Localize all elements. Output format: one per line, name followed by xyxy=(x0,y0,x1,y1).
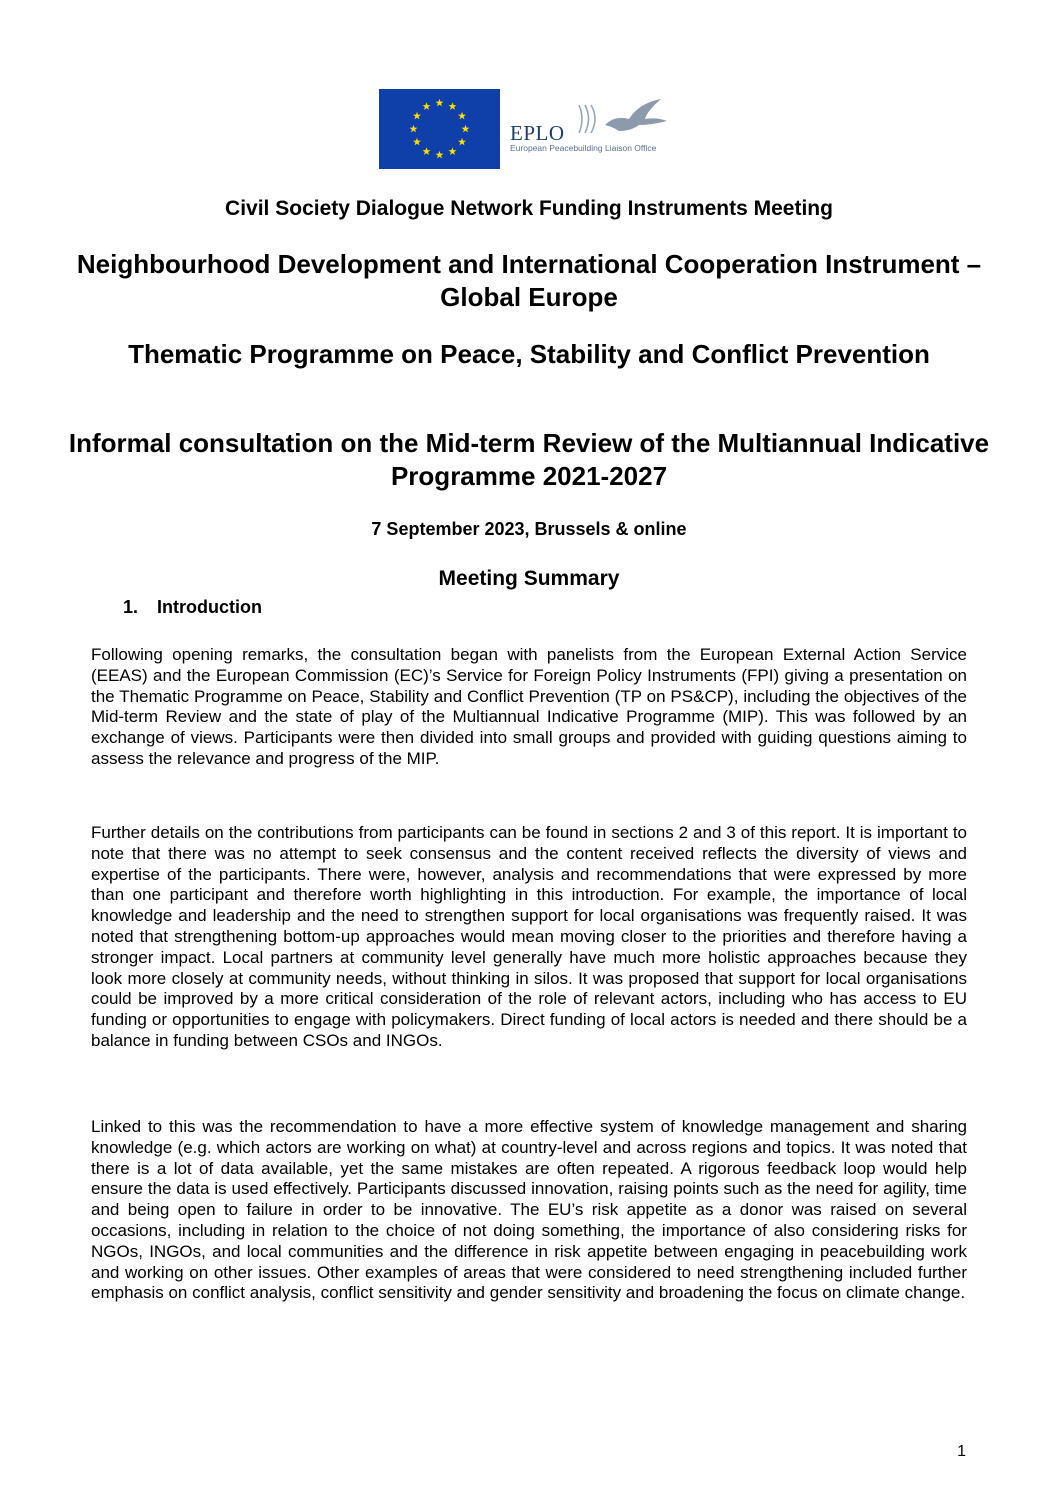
eu-star-icon xyxy=(413,138,421,146)
date-location: 7 September 2023, Brussels & online xyxy=(371,519,687,539)
eu-flag-logo xyxy=(379,89,500,169)
eplo-name: EPLO xyxy=(510,121,565,145)
eu-star-icon xyxy=(449,147,457,155)
consultation-title: Informal consultation on the Mid-term Review of the Multiannual Indicative Programme 2021-2027 xyxy=(68,428,990,491)
eu-star-icon xyxy=(436,151,444,159)
page-number: 1 xyxy=(957,1443,966,1460)
eplo-logo xyxy=(507,95,677,161)
paragraph: Following opening remarks, the consultation began with panelists from the European External Action Service (EEAS) and the European Commission (EC)’s Service for Foreign Policy Instruments (FPI) giving a presentation on the Thematic Programme on Peace, Stability and Conflict Prevention (TP on PS&CP), including the objectives of the Mid-term Review and the state of play of the Multiannual Indicative Programme (MIP). This was followed by an exchange of views. Participants were then divided into small groups and provided with guiding questions aiming to assess the relevance and progress of the MIP. xyxy=(91,645,967,768)
summary-heading: Meeting Summary xyxy=(438,567,620,590)
eu-star-icon xyxy=(458,112,466,120)
paragraph: Further details on the contributions from participants can be found in sections 2 and 3 of this report. It is important to note that there was no attempt to seek consensus and the content received reflects the diversity of views and expertise of the participants. There were, however, analysis and recommendations that were expressed by more than one participant and therefore worth highlighting in this introduction. For example, the importance of local knowledge and leadership and the need to strengthen support for local organisations was frequently raised. It was noted that strengthening bottom-up approaches would mean moving closer to the priorities and therefore having a stronger impact. Local partners at community level generally have much more holistic approaches because they look more closely at community needs, without thinking in silos. It was proposed that support for local organisations could be improved by a more critical consideration of the role of relevant actors, including who has access to EU funding or opportunities to engage with policymakers. Direct funding of local actors is needed and there should be a balance in funding between CSOs and INGOs. xyxy=(91,823,967,1050)
eu-star-icon xyxy=(449,102,457,110)
eu-star-icon xyxy=(458,138,466,146)
paragraph: Linked to this was the recommendation to have a more effective system of knowledge management and sharing knowledge (e.g. which actors are working on what) at country-level and across regions and topics. It was noted that there is a lot of data available, yet the same mistakes are often repeated. A rigorous feedback loop would help ensure the data is used effectively. Participants discussed innovation, raising points such as the need for agility, time and being open to failure in order to be innovative. The EU’s risk appetite as a donor was raised on several occasions, including in relation to the choice of not doing something, the importance of also considering risks for NGOs, INGOs, and local communities and the difference in risk appetite between engaging in peacebuilding work and working on other issues. Other examples of areas that were considered to need strengthening included further emphasis on conflict analysis, conflict sensitivity and gender sensitivity and broadening the focus on climate change. xyxy=(91,1117,967,1303)
eu-star-icon xyxy=(410,125,418,133)
eu-star-icon xyxy=(423,102,431,110)
eplo-subtitle: European Peacebuilding Liaison Office xyxy=(510,143,657,153)
eu-star-icon xyxy=(423,147,431,155)
dove-arcs-icon xyxy=(569,95,679,139)
eu-stars-icon xyxy=(379,89,500,169)
eu-star-icon xyxy=(436,99,444,107)
eu-star-icon xyxy=(413,112,421,120)
programme-title: Thematic Programme on Peace, Stability and Conflict Prevention xyxy=(128,339,930,369)
section-heading xyxy=(123,596,262,618)
section-title: Introduction xyxy=(157,597,262,617)
eu-star-icon xyxy=(462,125,470,133)
section-number: 1. xyxy=(123,597,139,617)
meeting-title: Civil Society Dialogue Network Funding Instruments Meeting xyxy=(225,197,833,220)
instrument-title: Neighbourhood Development and International Cooperation Instrument – Global Europe xyxy=(76,249,982,312)
